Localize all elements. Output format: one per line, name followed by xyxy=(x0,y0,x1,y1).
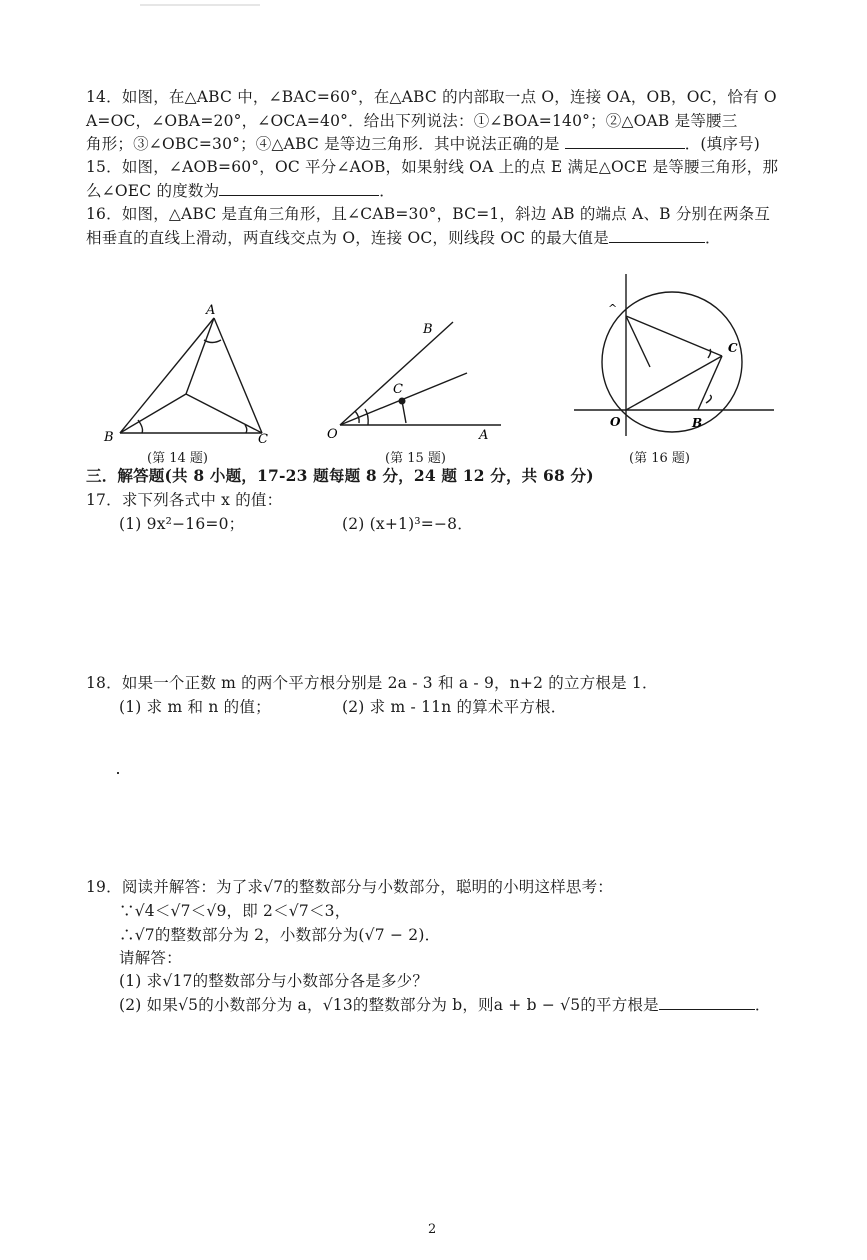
fig14-label-A: A xyxy=(206,303,216,318)
fig15-label-O: O xyxy=(327,427,338,442)
answer-blank-14 xyxy=(565,134,685,149)
q17-part2: (2) (x+1)³=−8． xyxy=(342,515,473,533)
fig16-label-O: O xyxy=(610,415,621,429)
q18-part2: (2) 求 m - 11n 的算术平方根． xyxy=(342,698,567,716)
q14-text: 角形；③∠OBC=30°；④△ABC 是等边三角形．其中说法正确的是 xyxy=(86,135,560,153)
q14-line1: 14．如图，在△ABC 中，∠BAC=60°，在△ABC 的内部取一点 O，连接 OA，OB，OC，恰有 O xyxy=(86,88,777,106)
point-C xyxy=(399,398,406,405)
q15-line1: 15．如图，∠AOB=60°，OC 平分∠AOB，如果射线 OA 上的点 E 满足△OCE 是等腰三角形，那 xyxy=(86,158,779,176)
q15-text: 么∠OEC 的度数为 xyxy=(86,182,220,200)
fig15-label-B: B xyxy=(423,322,433,337)
q16-tail: ． xyxy=(704,229,721,247)
fig16-caption: (第 16 题) xyxy=(629,451,690,466)
q19-line5 xyxy=(119,994,771,1016)
q19-line2: ∴√7的整数部分为 2，小数部分为(√7 − 2)． xyxy=(119,926,441,944)
scan-artifact xyxy=(140,4,260,6)
q15-tail: ． xyxy=(379,182,395,200)
q19-tail: ． xyxy=(754,996,771,1014)
fig16-mark: ^ xyxy=(608,302,618,315)
q16-line2 xyxy=(86,227,721,249)
figure-16 xyxy=(570,270,780,440)
fig15-label-C: C xyxy=(393,382,403,397)
q19-line3: 请解答： xyxy=(119,949,182,967)
q19-title: 19．阅读并解答：为了求√7的整数部分与小数部分，聪明的小明这样思考： xyxy=(86,878,613,896)
q18-part1: (1) 求 m 和 n 的值； xyxy=(119,698,271,716)
q17-part1: (1) 9x²−16=0； xyxy=(119,515,245,533)
scan-speck xyxy=(117,772,119,774)
q19-line1: ∵√4＜√7＜√9，即 2＜√7＜3， xyxy=(119,902,351,920)
q16-text: 相垂直的直线上滑动，两直线交点为 O，连接 OC，则线段 OC 的最大值是 xyxy=(86,229,609,247)
answer-blank-16 xyxy=(609,228,705,243)
q19-text: (2) 如果√5的小数部分为 a，√13的整数部分为 b，则a + b − √5的平方根是 xyxy=(119,996,659,1014)
q15-line2 xyxy=(86,180,395,202)
q14-line3 xyxy=(86,133,760,155)
fig14-label-B: B xyxy=(104,430,114,445)
fig16-label-C: C xyxy=(728,341,738,355)
fig14-caption: (第 14 题) xyxy=(147,451,208,466)
fig15-label-A: A xyxy=(479,428,489,443)
q18-title: 18．如果一个正数 m 的两个平方根分别是 2a - 3 和 a - 9，n+2 的立方根是 1． xyxy=(86,674,658,692)
q16-line1: 16．如图，△ABC 是直角三角形，且∠CAB=30°，BC=1，斜边 AB 的端点 A、B 分别在两条互 xyxy=(86,205,771,223)
q17-title: 17．求下列各式中 x 的值： xyxy=(86,491,283,509)
q19-line4: (1) 求√17的整数部分与小数部分各是多少？ xyxy=(119,972,429,990)
fig15-caption: (第 15 题) xyxy=(385,451,446,466)
figure-15 xyxy=(325,315,505,445)
fig14-label-C: C xyxy=(258,432,268,447)
figure-14 xyxy=(100,300,290,450)
page-number: 2 xyxy=(428,1222,437,1237)
q14-tail: ．(填序号) xyxy=(684,135,761,153)
answer-blank-15 xyxy=(219,181,379,196)
q14-line2: A=OC，∠OBA=20°，∠OCA=40°．给出下列说法：①∠BOA=140°；②△OAB 是等腰三 xyxy=(86,112,738,130)
fig16-label-B: B xyxy=(692,416,703,430)
section-3-heading: 三．解答题(共 8 小题，17-23 题每题 8 分，24 题 12 分，共 68 分) xyxy=(86,466,594,485)
answer-blank-19 xyxy=(659,995,755,1010)
